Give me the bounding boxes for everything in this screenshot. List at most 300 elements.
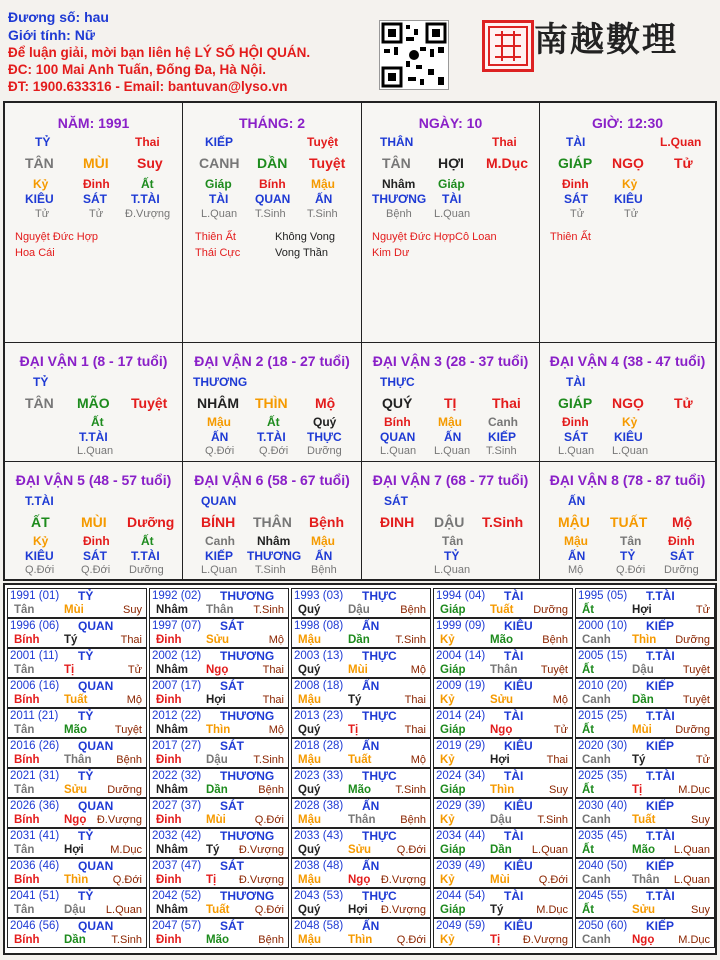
dai-van-hid: Nhâm (257, 534, 291, 548)
annual-stem: Nhâm (156, 604, 188, 616)
annual-year: 2021 (31) (10, 770, 60, 782)
annual-stem: Quý (298, 904, 321, 916)
dai-van-st: L.Quan (201, 564, 238, 576)
annual-branch: Mùi (632, 724, 652, 736)
annual-branch: Sửu (64, 784, 88, 796)
annual-branch: Tý (632, 754, 646, 766)
annual-god: T.TÀI (646, 589, 675, 603)
annual-branch: Thân (490, 664, 518, 676)
dai-van-stem: TÂN (25, 395, 54, 411)
annual-stem: Kỷ (440, 754, 455, 766)
annual-god: QUAN (78, 679, 114, 693)
annual-stem: Đinh (156, 694, 182, 706)
annual-god: TÀI (504, 649, 524, 663)
annual-cell (7, 618, 147, 648)
annual-year: 2015 (25) (578, 710, 628, 722)
annual-year: 2010 (20) (578, 680, 628, 692)
annual-god: QUAN (78, 919, 114, 933)
annual-cell (291, 768, 431, 798)
annual-cell (149, 828, 289, 858)
annual-stage: Thai (262, 694, 284, 706)
annual-branch: Tý (490, 904, 504, 916)
dai-van-cell (362, 462, 540, 581)
annual-stage: Bệnh (400, 814, 426, 826)
annual-stage: Đ.Vượng (380, 904, 426, 916)
annual-god: TỶ (78, 769, 94, 783)
annual-branch: Mão (348, 784, 371, 796)
pillar-god: QUAN (255, 192, 291, 206)
qr-code-icon (379, 20, 449, 90)
dai-van-title: ĐẠI VẬN 4 (38 - 47 tuổi) (549, 353, 706, 369)
annual-branch: Tị (348, 724, 359, 736)
annual-year: 2027 (37) (152, 800, 202, 812)
pillar-stem: TÂN (25, 155, 54, 171)
dai-van-st: L.Quan (77, 445, 114, 457)
dai-van-row (5, 343, 715, 462)
dai-van-top: QUAN (201, 494, 237, 508)
annual-year: 2009 (19) (436, 680, 486, 692)
annual-year: 2011 (21) (10, 710, 59, 722)
pillar-st: T.Sinh (307, 208, 338, 220)
annual-stage: Đ.Vượng (238, 874, 284, 886)
brand-logo: 南越數理 (534, 20, 678, 60)
annual-cell (433, 828, 573, 858)
dai-van-stem: GIÁP (558, 395, 593, 411)
pillar-st: L.Quan (201, 208, 238, 220)
pillar-hid: Kỷ (622, 177, 638, 191)
annual-god: QUAN (78, 859, 114, 873)
annual-year: 2049 (59) (436, 920, 486, 932)
annual-branch: Tuất (64, 694, 88, 706)
annual-year: 2037 (47) (152, 860, 202, 872)
special-star: Nguyệt Đức Hợp (15, 231, 99, 243)
annual-stem: Nhâm (156, 664, 188, 676)
annual-cell (575, 918, 715, 948)
dai-van-st: T.Sinh (255, 564, 286, 576)
dai-van-title: ĐẠI VẬN 6 (58 - 67 tuổi) (194, 472, 350, 488)
pillar-god: ẤN (315, 192, 333, 206)
annual-stage: Suy (549, 784, 568, 796)
annual-stem: Tân (14, 904, 35, 916)
annual-stem: Ất (582, 604, 595, 616)
pillar-top: L.Quan (660, 135, 702, 149)
dai-van-stem: Bệnh (309, 514, 344, 530)
annual-stem: Canh (582, 874, 611, 886)
annual-year: 2046 (56) (10, 920, 60, 932)
annual-god: ẤN (362, 919, 380, 933)
annual-stem: Ất (582, 904, 595, 916)
dai-van-god: KIẾP (488, 430, 517, 444)
annual-cell (433, 918, 573, 948)
annual-cell (149, 618, 289, 648)
dai-van-cell (5, 343, 183, 461)
pillar-st: Đ.Vượng (125, 208, 171, 220)
annual-stem: Đinh (156, 934, 182, 946)
dai-van-hid: Đinh (668, 534, 695, 548)
pillar-god: T.TÀI (131, 192, 160, 206)
annual-branch: Dậu (348, 604, 370, 616)
dai-van-stem: DẬU (434, 514, 465, 530)
dai-van-hid: Mậu (438, 415, 462, 429)
annual-year: 2047 (57) (152, 920, 202, 932)
dai-van-top: THỰC (380, 375, 415, 389)
annual-stage: Dưỡng (675, 634, 710, 646)
dai-van-stem: ẤT (31, 514, 50, 530)
dai-van-hid: Kỷ (33, 534, 49, 548)
annual-year: 1993 (03) (294, 590, 344, 602)
annual-stem: Quý (298, 844, 321, 856)
special-star: Không Vong (275, 231, 335, 243)
pillar-hid: Bính (259, 177, 286, 191)
pillar-stem: HỢI (438, 155, 464, 171)
annual-cell (291, 798, 431, 828)
annual-branch: Thìn (206, 724, 231, 736)
annual-branch: Tị (64, 664, 75, 676)
annual-year: 2035 (45) (578, 830, 628, 842)
annual-stage: T.Sinh (253, 754, 284, 766)
dai-van-hid: Canh (205, 534, 235, 548)
annual-cell (149, 708, 289, 738)
annual-god: TÀI (504, 769, 524, 783)
dai-van-cell (183, 343, 362, 461)
annual-cell (7, 888, 147, 918)
annual-cell (7, 768, 147, 798)
annual-stem: Giáp (440, 664, 466, 676)
annual-cell (433, 678, 573, 708)
annual-branch: Thân (348, 814, 376, 826)
annual-god: TÀI (504, 889, 524, 903)
annual-branch: Tý (64, 634, 78, 646)
annual-year: 2034 (44) (436, 830, 486, 842)
dai-van-god: T.TÀI (257, 430, 286, 444)
annual-god: KIẾP (646, 799, 675, 813)
annual-stem: Kỷ (440, 874, 455, 886)
annual-stage: Tuyệt (540, 664, 568, 676)
pillar-title: NĂM: 1991 (57, 115, 130, 131)
annual-year: 2026 (36) (10, 800, 60, 812)
pillar-title: NGÀY: 10 (418, 115, 483, 131)
dai-van-st: L.Quan (612, 445, 649, 457)
annual-stage: T.Sinh (253, 604, 284, 616)
annual-year: 2006 (16) (10, 680, 60, 692)
dai-van-stem: Tử (674, 395, 693, 411)
annual-year: 1998 (08) (294, 620, 344, 632)
seal-stamp (482, 20, 534, 72)
annual-stem: Mậu (298, 634, 321, 646)
annual-cell (149, 888, 289, 918)
annual-stem: Mậu (298, 934, 321, 946)
annual-god: QUAN (78, 739, 114, 753)
annual-stem: Giáp (440, 844, 466, 856)
annual-stem: Ất (582, 844, 595, 856)
dai-van-hid: Canh (488, 415, 518, 429)
annual-stem: Mậu (298, 754, 321, 766)
dai-van-stem: MẬU (558, 514, 590, 530)
annual-year: 1991 (01) (10, 590, 60, 602)
annual-cell (7, 708, 147, 738)
annual-stem: Giáp (440, 784, 466, 796)
dai-van-stem: THÌN (255, 395, 288, 411)
pillar-cell (183, 103, 362, 342)
annual-cell (575, 708, 715, 738)
dai-van-title: ĐẠI VẬN 1 (8 - 17 tuổi) (19, 353, 168, 369)
annual-god: TỶ (78, 829, 94, 843)
annual-stem: Quý (298, 604, 321, 616)
annual-stage: Thai (262, 664, 284, 676)
dai-van-god: TỶ (620, 549, 636, 563)
annual-branch: Sửu (348, 844, 372, 856)
annual-year: 2044 (54) (436, 890, 486, 902)
annual-stage: Đ.Vượng (522, 934, 568, 946)
dai-van-hid: Kỷ (622, 415, 638, 429)
pillar-stem: M.Dục (486, 155, 528, 171)
annual-year: 2004 (14) (436, 650, 486, 662)
gender: Giới tính: Nữ (8, 27, 95, 43)
dai-van-god: ẤN (568, 549, 586, 563)
annual-stage: Mộ (268, 724, 284, 736)
special-star: Thái Cực (195, 247, 241, 259)
annual-year: 2012 (22) (152, 710, 202, 722)
annual-year: 2036 (46) (10, 860, 60, 872)
annual-cell (575, 618, 715, 648)
annual-stage: Tử (695, 754, 710, 766)
annual-god: THƯƠNG (220, 829, 275, 843)
annual-stage: Tuyệt (682, 694, 710, 706)
annual-year: 2013 (23) (294, 710, 344, 722)
annual-year: 2016 (26) (10, 740, 60, 752)
header-info (8, 8, 388, 95)
annual-cell (149, 918, 289, 948)
annual-table (3, 583, 717, 955)
pillar-hid: Kỷ (33, 177, 49, 191)
dai-van-stem: TUẤT (610, 514, 648, 530)
pillar-stem: Suy (137, 155, 163, 171)
annual-year: 2038 (48) (294, 860, 344, 872)
annual-cell (7, 798, 147, 828)
annual-cell (575, 828, 715, 858)
annual-god: ẤN (362, 619, 380, 633)
annual-year: 2031 (41) (10, 830, 60, 842)
annual-year: 2022 (32) (152, 770, 202, 782)
annual-cell (291, 828, 431, 858)
annual-god: TÀI (504, 709, 524, 723)
dai-van-cell (540, 343, 715, 461)
annual-year: 2030 (40) (578, 800, 628, 812)
annual-stage: Tử (695, 604, 710, 616)
annual-year: 2001 (11) (10, 650, 59, 662)
annual-god: SÁT (220, 859, 244, 873)
special-star: Hoa Cái (15, 247, 55, 259)
annual-stem: Giáp (440, 724, 466, 736)
dai-van-st: Dưỡng (664, 564, 699, 576)
annual-stage: Mộ (126, 694, 142, 706)
owner-name: Đương số: hau (8, 9, 109, 25)
dai-van-god: KIÊU (614, 430, 643, 444)
annual-branch: Dậu (206, 754, 228, 766)
pillar-cell (362, 103, 540, 342)
annual-year: 2040 (50) (578, 860, 628, 872)
annual-god: ẤN (362, 799, 380, 813)
annual-year: 2029 (39) (436, 800, 486, 812)
annual-stage: Tuyệt (114, 724, 142, 736)
dai-van-hid: Quý (313, 415, 337, 429)
annual-branch: Dần (206, 784, 228, 796)
pillar-st: Tử (624, 208, 639, 220)
annual-stage: Suy (123, 604, 142, 616)
annual-year: 2017 (27) (152, 740, 202, 752)
annual-stage: Bệnh (258, 784, 284, 796)
annual-stage: L.Quan (105, 904, 142, 916)
pillar-st: Bệnh (386, 208, 412, 220)
annual-stem: Canh (582, 814, 611, 826)
annual-cell (433, 708, 573, 738)
annual-stage: Đ.Vượng (380, 874, 426, 886)
annual-stage: Tuyệt (682, 664, 710, 676)
annual-year: 1995 (05) (578, 590, 628, 602)
annual-stem: Canh (582, 934, 611, 946)
annual-god: THỰC (362, 589, 397, 603)
annual-god: T.TÀI (646, 769, 675, 783)
annual-god: KIÊU (504, 739, 533, 753)
annual-stage: Đ.Vượng (238, 844, 284, 856)
annual-branch: Hợi (490, 754, 510, 766)
annual-cell (433, 618, 573, 648)
dai-van-hid: Mậu (207, 415, 231, 429)
annual-year: 2025 (35) (578, 770, 628, 782)
annual-year: 1997 (07) (152, 620, 202, 632)
annual-cell (575, 588, 715, 618)
annual-cell (575, 678, 715, 708)
pillar-stem: CANH (199, 155, 240, 171)
annual-stage: Thai (404, 694, 426, 706)
annual-stem: Nhâm (156, 844, 188, 856)
annual-cell (291, 618, 431, 648)
annual-year: 2033 (43) (294, 830, 344, 842)
annual-branch: Hợi (348, 904, 368, 916)
annual-stage: Q.Đới (254, 814, 284, 826)
annual-god: T.TÀI (646, 649, 675, 663)
pillar-st: Tử (89, 208, 104, 220)
annual-god: KIÊU (504, 859, 533, 873)
annual-cell (433, 768, 573, 798)
annual-cell (291, 738, 431, 768)
dai-van-hid: Đinh (83, 534, 110, 548)
annual-year: 1992 (02) (152, 590, 202, 602)
dai-van-top: THƯƠNG (193, 375, 248, 389)
annual-god: THỰC (362, 649, 397, 663)
dai-van-god: SÁT (83, 549, 107, 563)
annual-stem: Canh (582, 754, 611, 766)
dai-van-hid: Mậu (311, 534, 335, 548)
annual-cell (291, 648, 431, 678)
dai-van-st: Bệnh (311, 564, 337, 576)
pillar-row (5, 103, 715, 343)
pillar-hid: Mậu (311, 177, 335, 191)
annual-god: T.TÀI (646, 829, 675, 843)
dai-van-row (5, 462, 715, 581)
dai-van-stem: Mộ (672, 514, 693, 530)
annual-branch: Tý (206, 844, 220, 856)
pillar-stem: NGỌ (612, 155, 644, 171)
dai-van-hid: Mậu (564, 534, 588, 548)
annual-stage: Dưỡng (107, 784, 142, 796)
annual-god: ẤN (362, 859, 380, 873)
annual-cell (575, 858, 715, 888)
dai-van-st: L.Quan (380, 445, 417, 457)
annual-god: ẤN (362, 679, 380, 693)
annual-stem: Kỷ (440, 814, 455, 826)
annual-cell (291, 678, 431, 708)
annual-stage: T.Sinh (395, 634, 426, 646)
dai-van-god: SÁT (564, 430, 588, 444)
address: ĐC: 100 Mai Anh Tuấn, Đống Đa, Hà Nội. (8, 62, 267, 77)
dai-van-stem: TỊ (444, 395, 457, 411)
annual-stage: Q.Đới (396, 844, 426, 856)
annual-stem: Kỷ (440, 934, 455, 946)
annual-stem: Ất (582, 724, 595, 736)
annual-stage: M.Dục (110, 844, 142, 856)
dai-van-stem: QUÝ (382, 395, 413, 411)
annual-stage: Tử (127, 664, 142, 676)
pillar-top: THÂN (380, 135, 414, 149)
annual-god: THƯƠNG (220, 889, 275, 903)
dai-van-hid: Tân (442, 534, 464, 548)
dai-van-top: TỶ (33, 375, 49, 389)
annual-stem: Nhâm (156, 784, 188, 796)
dai-van-title: ĐẠI VẬN 5 (48 - 57 tuổi) (15, 472, 172, 488)
annual-year: 2014 (24) (436, 710, 486, 722)
dai-van-god: ẤN (315, 549, 333, 563)
annual-cell (291, 918, 431, 948)
annual-year: 2048 (58) (294, 920, 344, 932)
dai-van-stem: NHÂM (197, 395, 239, 411)
pillar-stem: GIÁP (558, 155, 593, 171)
annual-stem: Kỷ (440, 634, 455, 646)
annual-cell (433, 888, 573, 918)
annual-stem: Đinh (156, 814, 182, 826)
annual-year: 2028 (38) (294, 800, 344, 812)
dai-van-god: T.TÀI (79, 430, 108, 444)
annual-stage: T.Sinh (537, 814, 568, 826)
annual-cell (7, 678, 147, 708)
annual-cell (7, 858, 147, 888)
annual-year: 1994 (04) (436, 590, 486, 602)
pillar-title: THÁNG: 2 (238, 115, 306, 131)
annual-stage: M.Dục (678, 784, 710, 796)
annual-branch: Dần (64, 934, 86, 946)
annual-branch: Tuất (348, 754, 372, 766)
pillar-stem: Tuyệt (309, 155, 346, 171)
annual-cell (149, 678, 289, 708)
pillar-cell (540, 103, 715, 342)
dai-van-st: Dưỡng (307, 445, 342, 457)
annual-branch: Mão (490, 634, 513, 646)
annual-god: QUAN (78, 799, 114, 813)
annual-year: 1999 (09) (436, 620, 486, 632)
annual-god: SÁT (220, 739, 244, 753)
dai-van-stem: Dưỡng (127, 514, 175, 530)
annual-branch: Tị (632, 784, 643, 796)
annual-stem: Quý (298, 664, 321, 676)
annual-god: KIẾP (646, 919, 675, 933)
dai-van-title: ĐẠI VẬN 8 (78 - 87 tuổi) (549, 472, 706, 488)
annual-god: TỶ (78, 889, 94, 903)
dai-van-god: KIẾP (205, 549, 234, 563)
annual-stage: L.Quan (531, 844, 568, 856)
annual-god: TỶ (78, 709, 94, 723)
annual-branch: Mão (64, 724, 87, 736)
annual-cell (433, 648, 573, 678)
